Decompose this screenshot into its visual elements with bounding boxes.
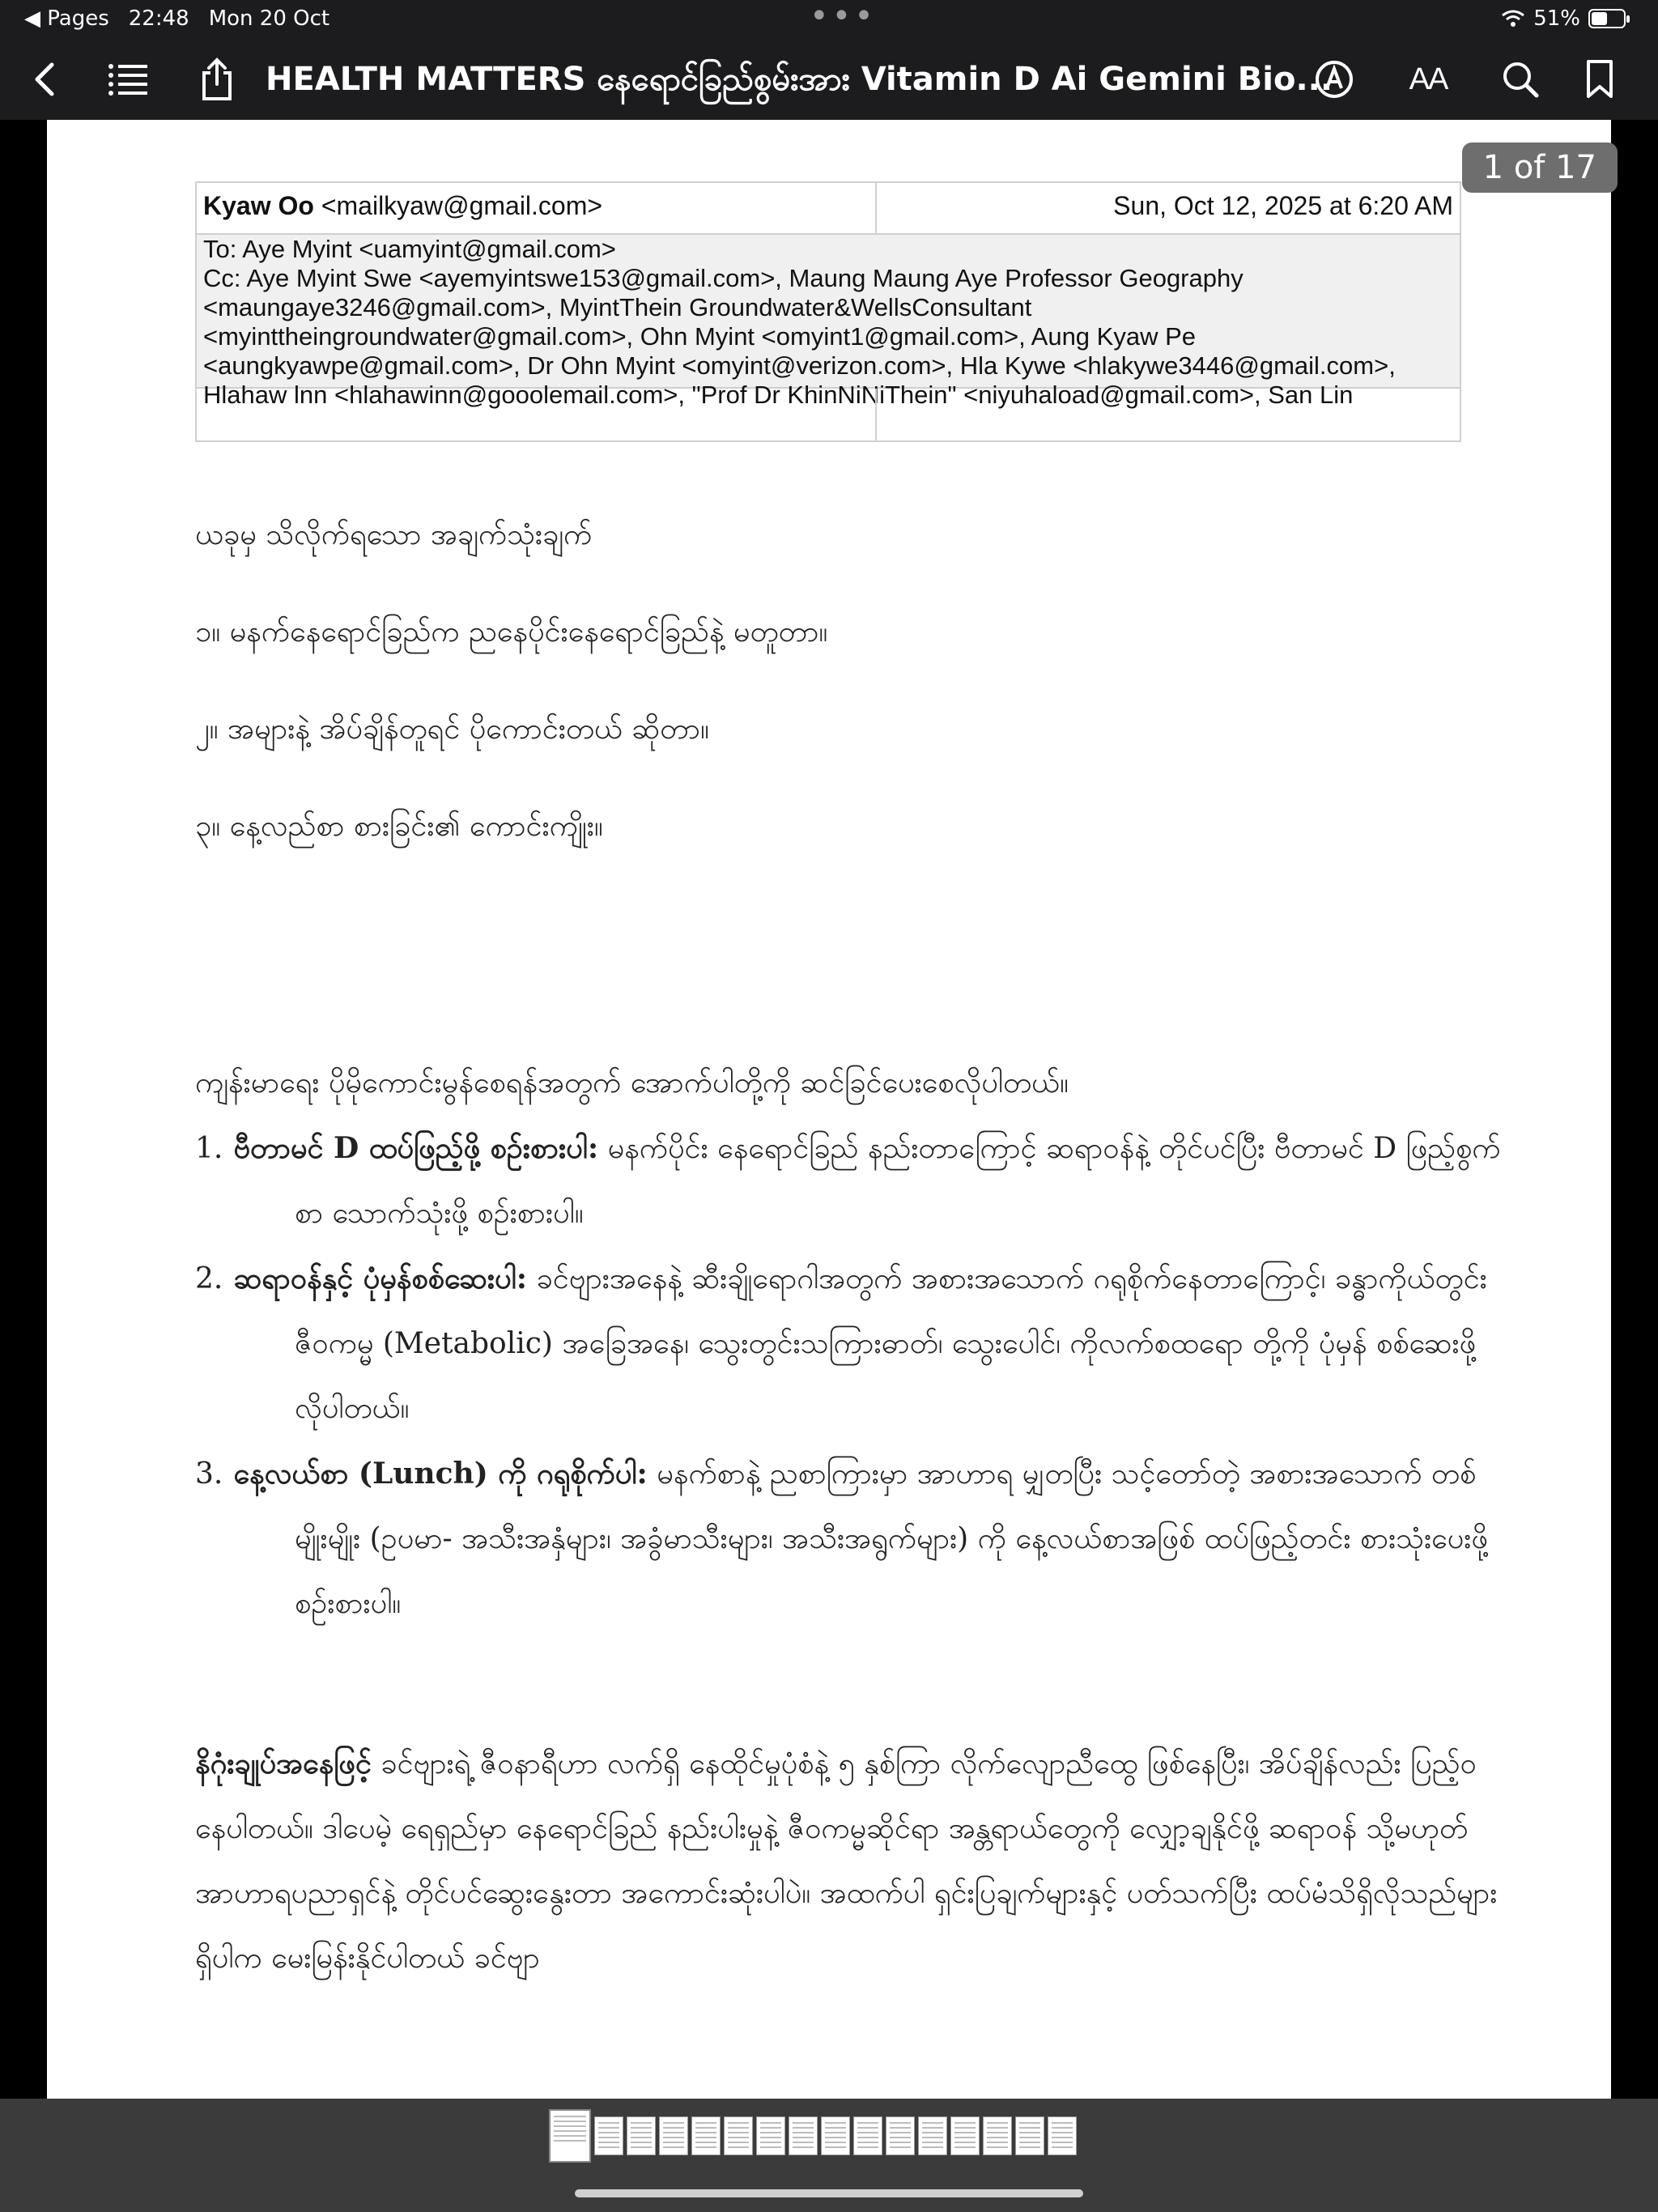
email-cc-line: <maungaye3246@gmail.com>, MyintThein Groundwater&WellsConsultant [203,293,1032,321]
page-thumbnail[interactable] [1048,2116,1077,2155]
summary-item: ၃။ နေ့လည်စာ စားခြင်း၏ ကောင်းကျိုး။ [195,810,603,843]
status-time: 22:48 [128,6,189,31]
advice-item: 1. ဗီတာမင် D ထပ်ဖြည့်ဖို့ စဉ်းစားပါ: မနက်ပိုင်း နေရောင်ခြည် နည်းတာကြောင့် ဆရာဝန်နဲ့ တိုင်ပင်ပြီး ဗီတာမင် D ဖြည့်စွက်စာ သောက်သုံးဖို့ စဉ်းစားပါ။ [195,1131,1501,1230]
page-indicator: 1 of 17 [1462,143,1618,193]
page-thumbnail[interactable] [950,2116,980,2155]
email-to: To: Aye Myint <uamyint@gmail.com> [203,235,616,263]
document-title: HEALTH MATTERS နေရောင်ခြည်စွမ်းအား Vitamin D Ai Gemini Bio... [266,61,1333,98]
home-indicator[interactable] [575,2189,1083,2197]
page-thumbnail[interactable] [659,2116,688,2155]
summary-item: ၂။ အများနဲ့ အိပ်ချိန်တူရင် ပိုကောင်းတယ် ဆိုတာ။ [195,713,709,746]
share-icon[interactable] [188,50,246,108]
conclusion-text: ခင်ဗျားရဲ့ ဇီဝနာရီဟာ လက်ရှိ နေထိုင်မှုပုံစံနဲ့ ၅ နှစ်ကြာ လိုက်လျောညီထွေ ဖြစ်နေပြီး၊ အိပ်ချိန်လည်း ပြည့်ဝနေပါတယ်။ ဒါပေမဲ့ ရေရှည်မှာ နေရောင်ခြည် နည်းပါးမှုနဲ့ ဇီဝကမ္မဆိုင်ရာ အန္တရာယ်တွေကို လျှော့ချနိုင်ဖို့ ဆရာဝန် သို့မဟုတ်အာဟာရပညာရှင်နဲ့ တိုင်ပင်ဆွေးနွေးတာ အကောင်းဆုံးပါပဲ။ အထက်ပါ ရှင်းပြချက်များနှင့် ပတ်သက်ပြီး ထပ်မံသိရှိလိုသည်များရှိပါက မေးမြန်းနိုင်ပါတယ် ခင်ဗျာ [195,1747,1498,1975]
page-thumbnail[interactable] [549,2109,591,2163]
email-cc-line: Hlahaw lnn <hlahawinn@gooolemail.com>, "Prof Dr KhinNiNiThein" <niyuhaload@gmail.com>, San Lin [203,381,1354,409]
back-to-app-link[interactable]: ◀ Pages [24,6,109,31]
battery-icon [1588,9,1626,28]
back-chevron-icon[interactable] [16,50,74,108]
page-thumbnail[interactable] [789,2116,818,2155]
page-thumbnail[interactable] [691,2116,721,2155]
advice-list [195,1116,1507,1636]
advice-item-text: ခင်ဗျားအနေနဲ့ ဆီးချိုရောဂါအတွက် အစားအသောက် ဂရုစိုက်နေတာကြောင့်၊ ခန္ဓာကိုယ်တွင်း ဇီဝကမ္မ (Metabolic) အခြေအနေ၊ သွေးတွင်းသကြားဓာတ်၊ သွေးပေါင်၊ ကိုလက်စထရော တို့ကို ပုံမှန် စစ်ဆေးဖို့ လိုပါတယ်။ [295,1262,1487,1425]
page-thumbnail[interactable] [853,2116,882,2155]
email-date: Sun, Oct 12, 2025 at 6:20 AM [1113,191,1453,220]
reader-toolbar [0,39,1658,120]
bookmark-icon[interactable] [1571,50,1629,108]
advice-item-heading: ဗီတာမင် D ထပ်ဖြည့်ဖို့ စဉ်းစားပါ: [233,1131,599,1165]
advice-item-text: မနက်ပိုင်း နေရောင်ခြည် နည်းတာကြောင့် ဆရာဝန်နဲ့ တိုင်ပင်ပြီး ဗီတာမင် D ဖြည့်စွက်စာ သောက်သုံးဖို့ စဉ်းစားပါ။ [295,1132,1501,1230]
advice-item: 3. နေ့လယ်စာ (Lunch) ကို ဂရုစိုက်ပါ: မနက်စာနဲ့ ညစာကြားမှာ အာဟာရ မျှတပြီး သင့်တော်တဲ့ အစားအသောက် တစ်မျိုးမျိုး (ဥပမာ- အသီးအနှံများ၊ အခွံမာသီးများ၊ အသီးအရွက်များ) ကို နေ့လယ်စာအဖြစ် ထပ်ဖြည့်တင်း စားသုံးပေးဖို့စဉ်းစားပါ။ [195,1457,1488,1620]
list-icon[interactable] [99,50,157,108]
advice-item: 2. ဆရာဝန်နှင့် ပုံမှန်စစ်ဆေးပါ: ခင်ဗျားအနေနဲ့ ဆီးချိုရောဂါအတွက် အစားအသောက် ဂရုစိုက်နေတာကြောင့်၊ ခန္ဓာကိုယ်တွင်း ဇီဝကမ္မ (Metabolic) အခြေအနေ၊ သွေးတွင်းသကြားဓာတ်၊ သွေးပေါင်၊ ကိုလက်စထရော တို့ကို ပုံမှန် စစ်ဆေးဖို့ လိုပါတယ်။ [195,1261,1487,1425]
search-icon[interactable] [1491,50,1550,108]
conclusion-heading: နိဂုံးချုပ်အနေဖြင့် [195,1746,372,1780]
page-thumbnail[interactable] [627,2116,656,2155]
email-recipients [197,235,1460,409]
status-date: Mon 20 Oct [208,6,330,31]
advice-item-text: မနက်စာနဲ့ ညစာကြားမှာ အာဟာရ မျှတပြီး သင့်တော်တဲ့ အစားအသောက် တစ်မျိုးမျိုး (ဥပမာ- အသီးအနှံများ၊ အခွံမာသီးများ၊ အသီးအရွက်များ) ကို နေ့လယ်စာအဖြစ် ထပ်ဖြည့်တင်း စားသုံးပေးဖို့စဉ်းစားပါ။ [295,1457,1488,1620]
email-cc-line: <aungkyawpe@gmail.com>, Dr Ohn Myint <omyint@verizon.com>, Hla Kywe <hlakywe3446@gmail.com>, [203,351,1396,380]
page-thumbnail[interactable] [756,2116,785,2155]
status-bar [0,0,1658,39]
page-thumbnail[interactable] [594,2116,623,2155]
conclusion-paragraph [195,1731,1507,1991]
summary-heading: ယခုမှ သိလိုက်ရသော အချက်သုံးချက် [195,518,593,551]
sender-email: <mailkyaw@gmail.com> [321,191,603,220]
email-header-table [195,181,1461,442]
summary-item: ၁။ မနက်နေရောင်ခြည်က ညနေပိုင်းနေရောင်ခြည်နဲ့ မတူတာ။ [195,615,828,649]
email-cc-line: <myinttheingroundwater@gmail.com>, Ohn Myint <omyint1@gmail.com>, Aung Kyaw Pe [203,322,1196,351]
page-thumbnail[interactable] [821,2116,850,2155]
battery-percentage: 51% [1533,6,1580,31]
text-size-icon[interactable]: AA [1409,62,1448,96]
sender-name: Kyaw Oo [203,191,314,220]
advice-item-heading: နေ့လယ်စာ (Lunch) ကို ဂရုစိုက်ပါ: [233,1457,648,1491]
page-thumbnail[interactable] [983,2116,1012,2155]
multitasking-dots-icon[interactable]: ••• [810,0,877,35]
wifi-icon [1501,9,1525,28]
page-thumbnail[interactable] [918,2116,947,2155]
advice-intro: ကျန်းမာရေး ပိုမိုကောင်းမွန်စေရန်အတွက် အောက်ပါတို့ကို ဆင်ခြင်ပေးစေလိုပါတယ်။ [195,1066,1069,1100]
thumbnail-list [549,2116,1077,2163]
markup-icon[interactable] [1305,50,1363,108]
email-sender [197,183,877,233]
page-thumbnail[interactable] [1015,2116,1044,2155]
pdf-page[interactable] [47,120,1611,2099]
email-cc-line: Cc: Aye Myint Swe <ayemyintswe153@gmail.com>, Maung Maung Aye Professor Geography [203,264,1244,292]
advice-item-heading: ဆရာဝန်နှင့် ပုံမှန်စစ်ဆေးပါ: [233,1261,528,1295]
page-thumbnail[interactable] [724,2116,753,2155]
page-thumbnail[interactable] [886,2116,915,2155]
